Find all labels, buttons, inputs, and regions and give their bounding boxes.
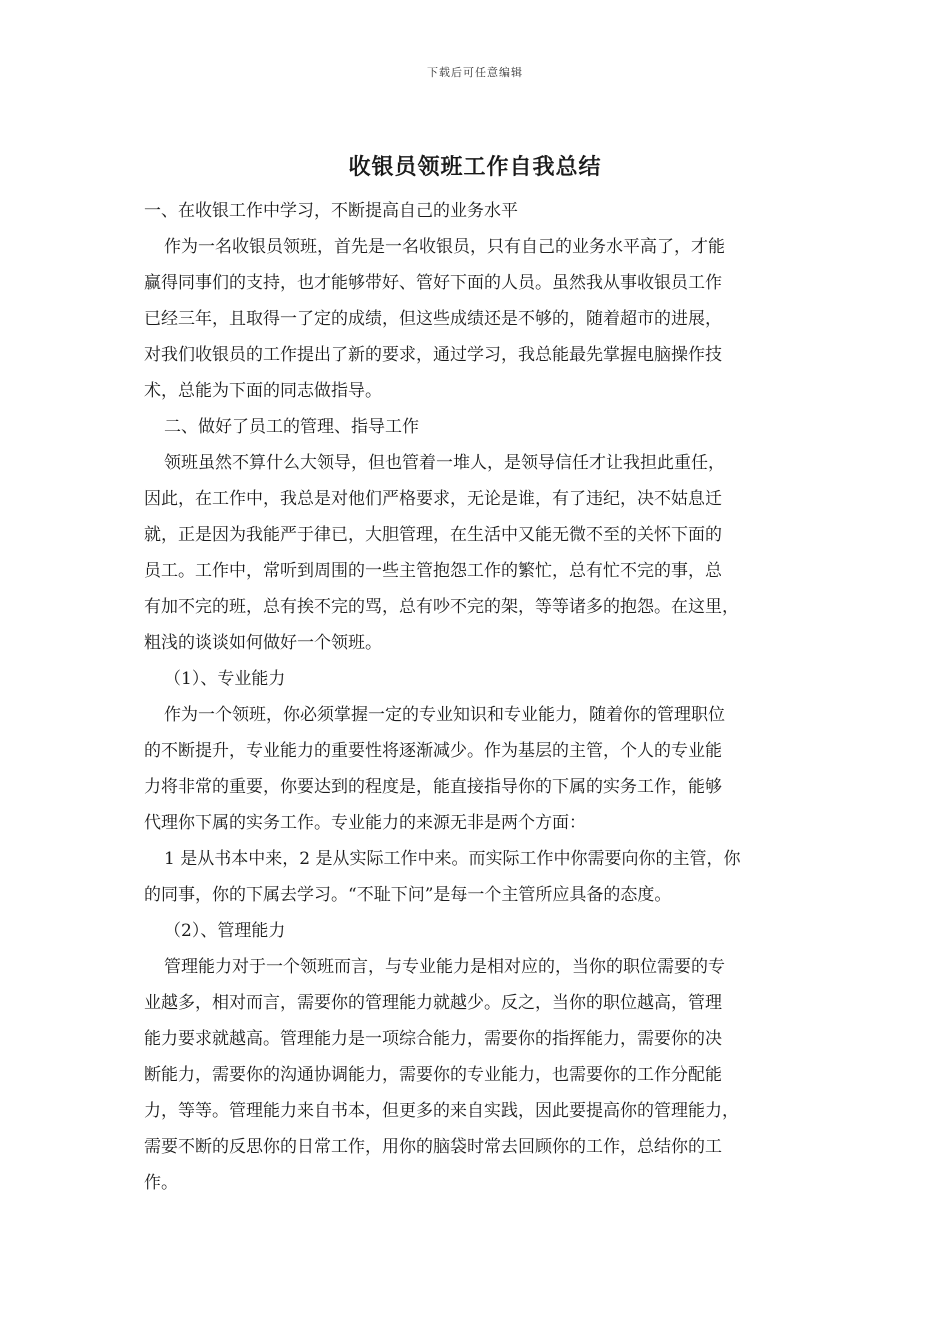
- body-line: （1）、专业能力: [164, 669, 286, 689]
- body-line: 作。: [144, 1173, 178, 1193]
- body-line: 已经三年，且取得一了定的成绩，但这些成绩还是不够的，随着超市的进展，: [144, 309, 722, 329]
- body-line: 代理你下属的实务工作。专业能力的来源无非是两个方面：: [144, 813, 586, 833]
- body-line: 的同事，你的下属去学习。“不耻下问”是每一个主管所应具备的态度。: [144, 885, 672, 905]
- body-line: 管理能力对于一个领班而言，与专业能力是相对应的，当你的职位需要的专: [164, 957, 725, 977]
- body-line: 能力要求就越高。管理能力是一项综合能力，需要你的指挥能力，需要你的决: [144, 1029, 722, 1049]
- body-line: 1 是从书本中来，2 是从实际工作中来。而实际工作中你需要向你的主管，你: [164, 849, 741, 869]
- body-line: 一、在收银工作中学习，不断提高自己的业务水平: [144, 201, 518, 221]
- body-line: 作为一个领班，你必须掌握一定的专业知识和专业能力，随着你的管理职位: [164, 705, 725, 725]
- body-line: 需要不断的反思你的日常工作，用你的脑袋时常去回顾你的工作，总结你的工: [144, 1137, 722, 1157]
- body-line: 业越多，相对而言，需要你的管理能力就越少。反之，当你的职位越高，管理: [144, 993, 722, 1013]
- page-header: 下载后可任意编辑: [427, 66, 523, 79]
- body-line: 因此，在工作中，我总是对他们严格要求，无论是谁，有了违纪，决不姑息迁: [144, 489, 722, 509]
- body-line: （2）、管理能力: [164, 921, 286, 941]
- document-title: 收银员领班工作自我总结: [348, 154, 602, 180]
- document-body: [144, 193, 808, 1201]
- body-line: 二、做好了员工的管理、指导工作: [164, 417, 419, 437]
- body-line: 作为一名收银员领班，首先是一名收银员，只有自己的业务水平高了，才能: [164, 237, 725, 257]
- body-line: 员工。工作中，常听到周围的一些主管抱怨工作的繁忙，总有忙不完的事，总: [144, 561, 722, 581]
- body-line: 术，总能为下面的同志做指导。: [144, 381, 382, 401]
- body-line: 对我们收银员的工作提出了新的要求，通过学习，我总能最先掌握电脑操作技: [144, 345, 722, 365]
- body-line: 的不断提升，专业能力的重要性将逐渐减少。作为基层的主管，个人的专业能: [144, 741, 722, 761]
- body-line: 就，正是因为我能严于律已，大胆管理，在生活中又能无微不至的关怀下面的: [144, 525, 722, 545]
- body-line: 赢得同事们的支持，也才能够带好、管好下面的人员。虽然我从事收银员工作: [144, 273, 722, 293]
- body-line: 力将非常的重要，你要达到的程度是，能直接指导你的下属的实务工作，能够: [144, 777, 722, 797]
- body-line: 断能力，需要你的沟通协调能力，需要你的专业能力，也需要你的工作分配能: [144, 1065, 722, 1085]
- body-line: 力，等等。管理能力来自书本，但更多的来自实践，因此要提高你的管理能力，: [144, 1101, 739, 1121]
- body-line: 有加不完的班，总有挨不完的骂，总有吵不完的架，等等诸多的抱怨。在这里，: [144, 597, 739, 617]
- body-line: 领班虽然不算什么大领导，但也管着一堆人，是领导信任才让我担此重任，: [164, 453, 725, 473]
- body-line: 粗浅的谈谈如何做好一个领班。: [144, 633, 382, 653]
